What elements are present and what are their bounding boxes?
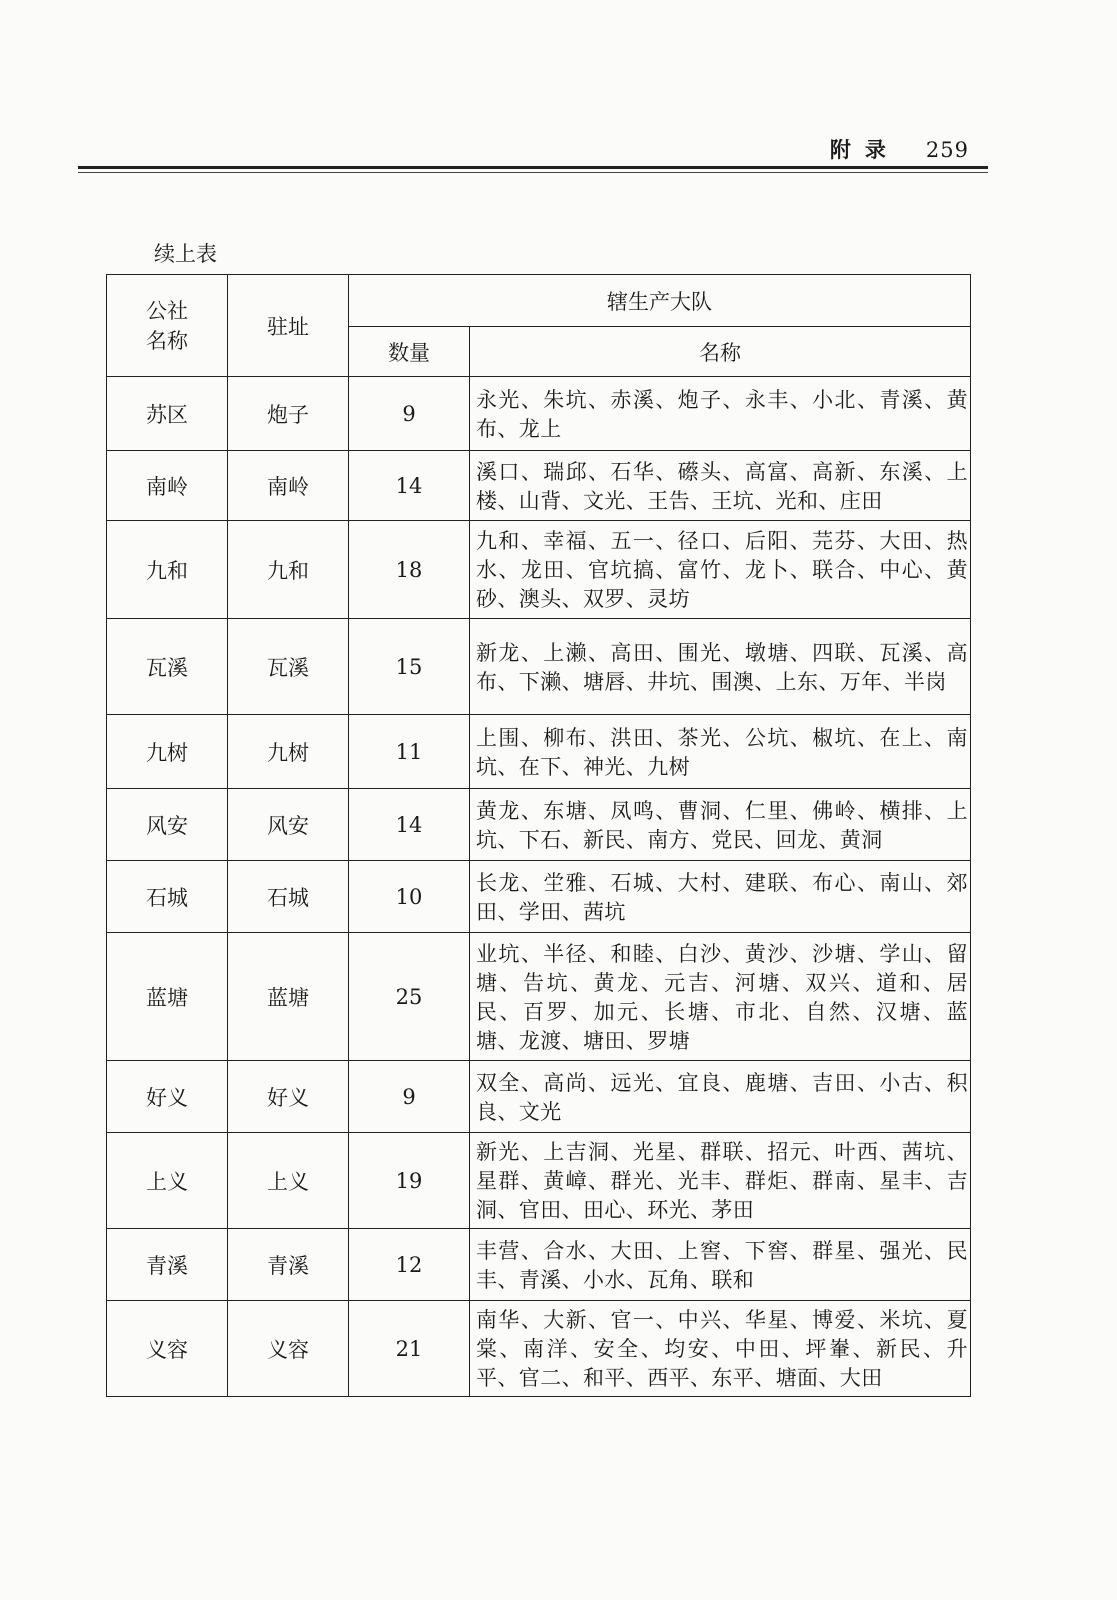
header-seat: 驻址 (228, 275, 349, 377)
seat-cell: 上义 (228, 1133, 349, 1229)
names-cell: 南华、大新、官一、中兴、华星、博爱、米坑、夏棠、南洋、安全、均安、中田、坪輋、新民、升平、官二、和平、西平、东平、塘面、大田 (470, 1301, 971, 1397)
seat-cell: 九树 (228, 715, 349, 789)
names-cell: 九和、幸福、五一、径口、后阳、芫芬、大田、热水、龙田、官坑搞、富竹、龙卜、联合、中心、黄砂、澳头、双罗、灵坊 (470, 521, 971, 619)
seat-cell: 好义 (228, 1061, 349, 1133)
count-cell: 21 (349, 1301, 470, 1397)
seat-cell: 青溪 (228, 1229, 349, 1301)
names-cell: 黄龙、东塘、凤鸣、曹洞、仁里、佛岭、横排、上坑、下石、新民、南方、党民、回龙、黄洞 (470, 789, 971, 861)
table-row (107, 715, 971, 789)
seat-cell: 义容 (228, 1301, 349, 1397)
seat-cell: 南岭 (228, 451, 349, 521)
table-body (107, 377, 971, 1397)
running-header (830, 134, 969, 164)
table-row (107, 933, 971, 1061)
count-cell: 11 (349, 715, 470, 789)
count-cell: 12 (349, 1229, 470, 1301)
table-row (107, 789, 971, 861)
count-cell: 19 (349, 1133, 470, 1229)
commune-cell: 苏区 (107, 377, 228, 451)
seat-cell: 石城 (228, 861, 349, 933)
count-cell: 15 (349, 619, 470, 715)
table-row (107, 1061, 971, 1133)
count-cell: 14 (349, 789, 470, 861)
commune-cell: 石城 (107, 861, 228, 933)
names-cell: 丰营、合水、大田、上窖、下窖、群星、强光、民丰、青溪、小水、瓦角、联和 (470, 1229, 971, 1301)
count-cell: 14 (349, 451, 470, 521)
count-cell: 18 (349, 521, 470, 619)
table-row (107, 1229, 971, 1301)
header-commune (107, 275, 228, 377)
names-cell: 永光、朱坑、赤溪、炮子、永丰、小北、青溪、黄布、龙上 (470, 377, 971, 451)
header-commune-label: 公社名称 (146, 298, 188, 353)
table-row (107, 451, 971, 521)
table-row (107, 1301, 971, 1397)
commune-cell: 九和 (107, 521, 228, 619)
commune-cell: 好义 (107, 1061, 228, 1133)
seat-cell: 蓝塘 (228, 933, 349, 1061)
header-group: 辖生产大队 (349, 275, 971, 327)
header-rule-thin (78, 172, 988, 173)
names-cell: 新龙、上濑、高田、围光、墩塘、四联、瓦溪、高布、下濑、塘唇、井坑、围澳、上东、万年、半岗 (470, 619, 971, 715)
commune-table (106, 274, 971, 1397)
count-cell: 25 (349, 933, 470, 1061)
names-cell: 上围、柳布、洪田、茶光、公坑、椒坑、在上、南坑、在下、神光、九树 (470, 715, 971, 789)
table-row (107, 1133, 971, 1229)
commune-cell: 瓦溪 (107, 619, 228, 715)
commune-cell: 青溪 (107, 1229, 228, 1301)
commune-cell: 蓝塘 (107, 933, 228, 1061)
seat-cell: 瓦溪 (228, 619, 349, 715)
seat-cell: 炮子 (228, 377, 349, 451)
commune-cell: 南岭 (107, 451, 228, 521)
names-cell: 新光、上吉洞、光星、群联、招元、叶西、茜坑、星群、黄嶂、群光、光丰、群炬、群南、星丰、吉洞、官田、田心、环光、茅田 (470, 1133, 971, 1229)
count-cell: 10 (349, 861, 470, 933)
count-cell: 9 (349, 1061, 470, 1133)
count-cell: 9 (349, 377, 470, 451)
page-number: 259 (925, 138, 969, 162)
names-cell: 业坑、半径、和睦、白沙、黄沙、沙塘、学山、留塘、告坑、黄龙、元吉、河塘、双兴、道和、居民、百罗、加元、长塘、市北、自然、汉塘、蓝塘、龙渡、塘田、罗塘 (470, 933, 971, 1061)
names-cell: 双全、高尚、远光、宜良、鹿塘、吉田、小古、积良、文光 (470, 1061, 971, 1133)
table-row (107, 521, 971, 619)
header-names: 名称 (470, 327, 971, 377)
names-cell: 长龙、坣雅、石城、大村、建联、布心、南山、郊田、学田、茜坑 (470, 861, 971, 933)
table-row (107, 861, 971, 933)
table-row (107, 377, 971, 451)
seat-cell: 风安 (228, 789, 349, 861)
header-rule-thick (78, 166, 988, 169)
section-title: 附录 (829, 137, 900, 162)
commune-cell: 风安 (107, 789, 228, 861)
table-row (107, 619, 971, 715)
seat-cell: 九和 (228, 521, 349, 619)
commune-cell: 九树 (107, 715, 228, 789)
commune-cell: 义容 (107, 1301, 228, 1397)
names-cell: 溪口、瑞邱、石华、礤头、高富、高新、东溪、上楼、山背、文光、王告、王坑、光和、庄田 (470, 451, 971, 521)
table-caption: 续上表 (154, 242, 217, 266)
header-count: 数量 (349, 327, 470, 377)
commune-cell: 上义 (107, 1133, 228, 1229)
